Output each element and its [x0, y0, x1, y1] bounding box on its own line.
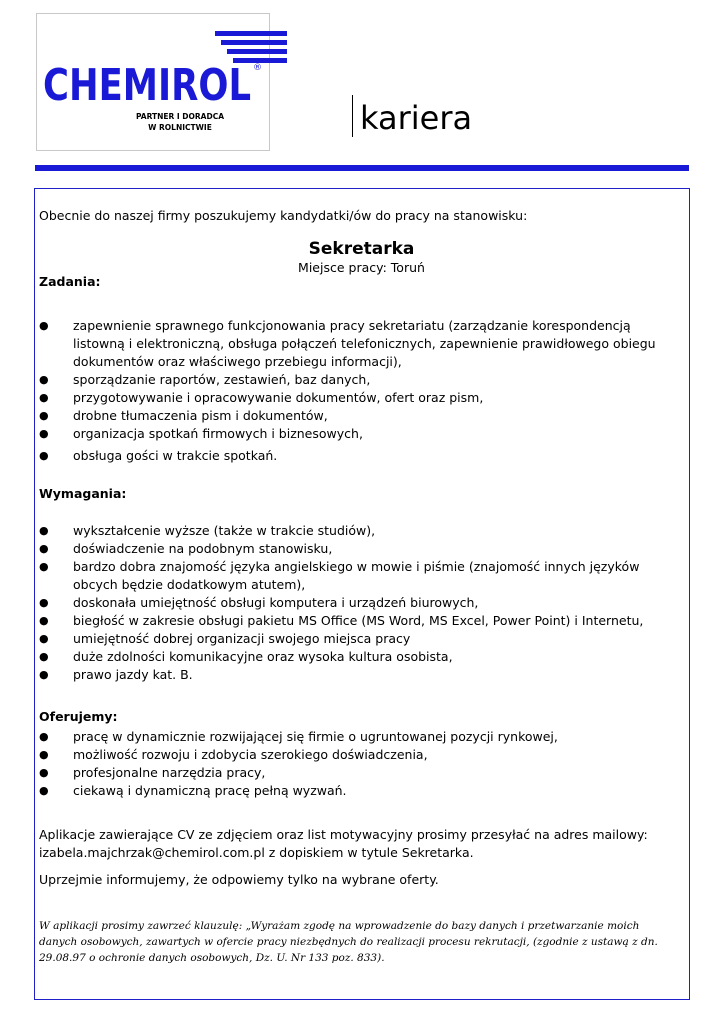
list-item: ● bardzo dobra znajomość języka angielskiego w mowie i piśmie (znajomość innych języków obcych będzie dodatkowym atutem), — [39, 559, 640, 592]
list-item: ● profesjonalne narzędzia pracy, — [39, 765, 266, 780]
list-item: ● organizacja spotkań firmowych i biznesowych, — [39, 426, 363, 441]
list-item: ● doświadczenie na podobnym stanowisku, — [39, 541, 333, 556]
header-divider — [352, 95, 353, 137]
bullet-icon: ● — [39, 784, 49, 797]
bullet-icon: ● — [39, 632, 49, 645]
requirements-heading: Wymagania: — [39, 486, 127, 501]
list-item: ● obsługa gości w trakcie spotkań. — [39, 448, 278, 463]
bullet-icon: ● — [39, 650, 49, 663]
job-title: Sekretarka — [308, 239, 415, 259]
requirements-list — [39, 522, 684, 684]
bullet-icon: ● — [39, 668, 49, 681]
list-item: ● zapewnienie sprawnego funkcjonowania pracy sekretariatu (zarządzanie korespondencją listowną i elektroniczną, obsługa połączeń telefonicznych, zapewnienie prawidłowego obiegu dokumentów oraz właściwego przebiegu informacji), — [39, 318, 656, 369]
company-logo — [36, 13, 270, 151]
bullet-icon: ● — [39, 560, 49, 573]
bullet-icon: ● — [39, 748, 49, 761]
logo-tagline-line1: PARTNER I DORADCA — [135, 112, 225, 121]
bullet-icon: ● — [39, 391, 49, 404]
list-item: ● możliwość rozwoju i zdobycia szerokiego doświadczenia, — [39, 747, 428, 762]
list-item: ● duże zdolności komunikacyjne oraz wysoka kultura osobista, — [39, 649, 453, 664]
bullet-icon: ● — [39, 427, 49, 440]
logo-tagline-line2: W ROLNICTWIE — [148, 123, 212, 132]
list-item: ● sporządzanie raportów, zestawień, baz danych, — [39, 372, 371, 387]
application-line: Aplikacje zawierające CV ze zdjęciem oraz list motywacyjny prosimy przesyłać na adres mailowy: — [39, 827, 648, 842]
bullet-icon: ● — [39, 373, 49, 386]
bullet-icon: ● — [39, 319, 49, 332]
logo-wordmark — [41, 54, 267, 112]
bullet-icon: ● — [39, 766, 49, 779]
job-location: Miejsce pracy: Toruń — [298, 260, 425, 275]
logo-registered-mark: ® — [253, 63, 262, 73]
bullet-icon: ● — [39, 614, 49, 627]
list-item: ● drobne tłumaczenia pism i dokumentów, — [39, 408, 328, 423]
intro-text: Obecnie do naszej firmy poszukujemy kandydatki/ów do pracy na stanowisku: — [39, 208, 528, 223]
bullet-icon: ● — [39, 409, 49, 422]
list-item: ● prawo jazdy kat. B. — [39, 667, 193, 682]
list-item: ● ciekawą i dynamiczną pracę pełną wyzwań. — [39, 783, 347, 798]
list-item: ● przygotowywanie i opracowywanie dokumentów, ofert oraz pism, — [39, 390, 484, 405]
offer-list — [39, 728, 684, 800]
list-item: ● doskonała umiejętność obsługi komputera i urządzeń biurowych, — [39, 595, 479, 610]
list-item: ● biegłość w zakresie obsługi pakietu MS Office (MS Word, MS Excel, Power Point) i Internetu, — [39, 613, 644, 628]
bullet-icon: ● — [39, 449, 49, 462]
application-text — [39, 826, 679, 862]
bullet-icon: ● — [39, 596, 49, 609]
bullet-icon: ● — [39, 730, 49, 743]
notice-text: Uprzejmie informujemy, że odpowiemy tylko na wybrane oferty. — [39, 872, 439, 887]
logo-tagline — [117, 111, 243, 133]
logo-brand-text: CHEMIROL — [43, 60, 251, 111]
offer-heading: Oferujemy: — [39, 709, 118, 724]
tasks-list — [39, 317, 684, 465]
gdpr-clause: W aplikacji prosimy zawrzeć klauzulę: „Wyrażam zgodę na wprowadzenie do bazy danych i przetwarzanie moich danych osobowych, zawartych w ofercie pracy niezbędnych do realizacji procesu rekrutacji, (zgodnie z ustawą z dn. 29.08.97 o ochronie danych osobowych, Dz. U. Nr 133 poz. 833). — [39, 920, 658, 964]
header-rule — [35, 165, 689, 171]
bullet-icon: ● — [39, 524, 49, 537]
bullet-icon: ● — [39, 542, 49, 555]
tasks-heading: Zadania: — [39, 274, 101, 289]
list-item: ● umiejętność dobrej organizacji swojego miejsca pracy — [39, 631, 411, 646]
list-item: ● pracę w dynamicznie rozwijającej się firmie o ugruntowanej pozycji rynkowej, — [39, 729, 558, 744]
page-title: kariera — [360, 99, 473, 137]
application-email-line: izabela.majchrzak@chemirol.com.pl z dopiskiem w tytule Sekretarka. — [39, 845, 474, 860]
list-item: ● wykształcenie wyższe (także w trakcie studiów), — [39, 523, 376, 538]
